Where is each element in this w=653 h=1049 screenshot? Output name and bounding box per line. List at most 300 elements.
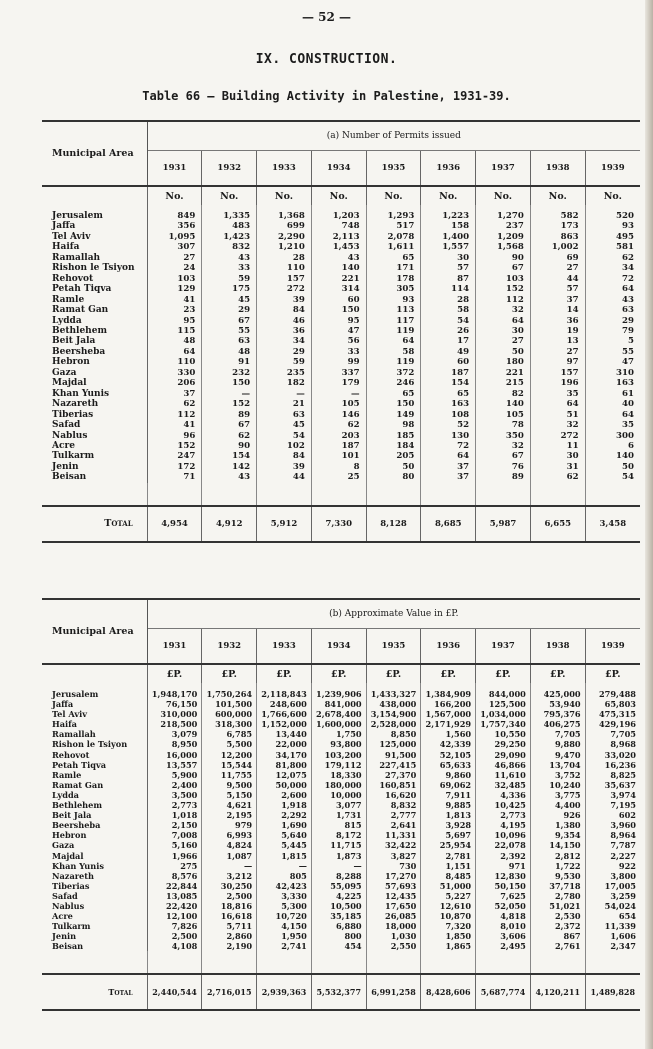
table-cell: 844,000 bbox=[476, 683, 531, 699]
table-cell: 45 bbox=[257, 420, 312, 430]
area-name: Nazareth bbox=[42, 871, 147, 881]
area-name: Beersheba bbox=[42, 347, 147, 357]
table-cell: 1,030 bbox=[366, 931, 421, 941]
table-cell: 454 bbox=[311, 941, 366, 951]
table-cell: 2,781 bbox=[421, 851, 476, 861]
table-row bbox=[42, 451, 640, 461]
table-cell: 1,557 bbox=[421, 242, 476, 252]
table-cell: 1,223 bbox=[421, 205, 476, 221]
year-header: 1933 bbox=[257, 151, 312, 187]
table-cell: 350 bbox=[476, 431, 531, 441]
table-cell: 1,203 bbox=[311, 205, 366, 221]
total-cell: 2,939,363 bbox=[257, 974, 312, 1010]
area-name: Bethlehem bbox=[42, 326, 147, 336]
table-cell: 42,339 bbox=[421, 739, 476, 749]
table-cell: 310,000 bbox=[147, 709, 202, 719]
table-cell: 13,085 bbox=[147, 891, 202, 901]
table-cell: 115 bbox=[147, 326, 202, 336]
table-cell: 495 bbox=[616, 231, 634, 242]
table-cell: 3,800 bbox=[610, 870, 636, 881]
table-cell: 237 bbox=[476, 221, 531, 231]
table-cell: 69,062 bbox=[421, 780, 476, 790]
table-cell: 154 bbox=[421, 378, 476, 388]
table-cell: 93 bbox=[622, 221, 634, 232]
table-cell: 247 bbox=[147, 451, 202, 461]
table-cell: 35 bbox=[530, 389, 585, 399]
table-cell: 3,827 bbox=[366, 851, 421, 861]
table-cell: 112 bbox=[147, 410, 202, 420]
table-cell: 2,641 bbox=[366, 820, 421, 830]
table-cell: 8,825 bbox=[610, 769, 636, 780]
table-cell: 1,600,000 bbox=[311, 719, 366, 729]
table-cell: 180 bbox=[476, 357, 531, 367]
total-cell: 7,330 bbox=[311, 506, 366, 542]
table-cell: 815 bbox=[311, 820, 366, 830]
table-cell: 98 bbox=[366, 420, 421, 430]
table-cell: 130 bbox=[421, 431, 476, 441]
table-cell: 1,270 bbox=[476, 205, 531, 221]
table-cell: 9,530 bbox=[530, 871, 585, 881]
unit-area-blank bbox=[42, 186, 147, 205]
area-name: Haifa bbox=[42, 242, 147, 252]
table-cell: 1,335 bbox=[202, 205, 257, 221]
table-cell: 205 bbox=[366, 451, 421, 461]
table-cell: 4,195 bbox=[476, 820, 531, 830]
table-cell: 221 bbox=[476, 368, 531, 378]
table-cell: 2,372 bbox=[530, 921, 585, 931]
table-cell: 150 bbox=[202, 378, 257, 388]
table-cell: 1,210 bbox=[257, 242, 312, 252]
table-cell: 3,752 bbox=[530, 770, 585, 780]
area-column-header: Municipal Area bbox=[42, 599, 147, 664]
table-cell: 59 bbox=[257, 357, 312, 367]
area-name: Ramallah bbox=[42, 253, 147, 263]
table-cell: 1,850 bbox=[421, 931, 476, 941]
table-cell: 158 bbox=[421, 221, 476, 231]
spacer-cell bbox=[311, 951, 366, 974]
table-cell: 50 bbox=[476, 347, 531, 357]
table-cell: 17 bbox=[421, 336, 476, 346]
table-row bbox=[42, 739, 640, 749]
area-column-header: Municipal Area bbox=[42, 121, 147, 186]
table-title: Table 66 — Building Activity in Palestine, 1931-39. bbox=[142, 89, 511, 103]
table-cell: 7,787 bbox=[610, 840, 636, 851]
total-cell: 2,440,544 bbox=[147, 974, 202, 1010]
table-cell: 2,227 bbox=[610, 850, 636, 861]
area-name: Acre bbox=[42, 911, 147, 921]
unit-label: No. bbox=[476, 186, 531, 205]
area-name: Majdal bbox=[42, 851, 147, 861]
table-cell: 119 bbox=[366, 357, 421, 367]
table-cell: 23 bbox=[147, 305, 202, 315]
table-cell: 19 bbox=[530, 326, 585, 336]
table-cell: 179,112 bbox=[311, 760, 366, 770]
table-cell: 157 bbox=[530, 368, 585, 378]
table-cell: 218,500 bbox=[147, 719, 202, 729]
table-cell: 152 bbox=[202, 399, 257, 409]
table-cell: 3,212 bbox=[202, 871, 257, 881]
table-cell: 926 bbox=[530, 810, 585, 820]
table-cell: 34,170 bbox=[257, 750, 312, 760]
table-cell: 22,078 bbox=[476, 840, 531, 850]
table-row bbox=[42, 253, 640, 263]
table-cell: 1,368 bbox=[257, 205, 312, 221]
spacer-cell bbox=[585, 483, 640, 506]
table-cell: 105 bbox=[476, 410, 531, 420]
table-cell: 44 bbox=[257, 472, 312, 482]
table-cell: 307 bbox=[147, 242, 202, 252]
year-header: 1932 bbox=[202, 629, 257, 665]
table-cell: 372 bbox=[366, 368, 421, 378]
table-cell: 129 bbox=[147, 284, 202, 294]
table-cell: 4,108 bbox=[147, 941, 202, 951]
table-cell: 600,000 bbox=[202, 709, 257, 719]
spacer-cell bbox=[476, 951, 531, 974]
table-cell: 50,000 bbox=[257, 780, 312, 790]
table-cell: 67 bbox=[202, 420, 257, 430]
table-cell: 33 bbox=[202, 263, 257, 273]
table-cell: 8,172 bbox=[311, 830, 366, 840]
area-name: Ramle bbox=[42, 295, 147, 305]
table-cell: 17,270 bbox=[366, 871, 421, 881]
table-cell: 28 bbox=[421, 295, 476, 305]
chapter-title: IX. CONSTRUCTION. bbox=[255, 52, 398, 67]
table-cell: 34 bbox=[622, 263, 634, 274]
year-header: 1939 bbox=[600, 163, 625, 173]
table-cell: 4,621 bbox=[202, 800, 257, 810]
table-cell: 17,650 bbox=[366, 901, 421, 911]
table-row bbox=[42, 295, 640, 305]
table-cell: 1,606 bbox=[610, 931, 636, 942]
year-header: 1931 bbox=[147, 629, 202, 665]
table-cell: 2,190 bbox=[202, 941, 257, 951]
table-cell: 67 bbox=[476, 263, 531, 273]
area-name: Safad bbox=[42, 891, 147, 901]
table-cell: 43 bbox=[202, 253, 257, 263]
page-edge bbox=[645, 0, 653, 1049]
spacer-cell bbox=[421, 951, 476, 974]
table-cell: 178 bbox=[366, 274, 421, 284]
total-cell: 5,987 bbox=[476, 506, 531, 542]
table-cell: 4,150 bbox=[257, 921, 312, 931]
table-cell: 51,021 bbox=[530, 901, 585, 911]
table-cell: 84 bbox=[257, 451, 312, 461]
table-cell: 57,693 bbox=[366, 881, 421, 891]
table-row bbox=[42, 357, 640, 367]
table-row bbox=[42, 316, 640, 326]
table-cell: 2,171,929 bbox=[421, 719, 476, 729]
table-cell: 57 bbox=[421, 263, 476, 273]
table-cell: 140 bbox=[311, 263, 366, 273]
table-cell: 39 bbox=[257, 462, 312, 472]
table-cell: 13,557 bbox=[147, 760, 202, 770]
table-cell: 11,610 bbox=[476, 770, 531, 780]
table-cell: 172 bbox=[147, 462, 202, 472]
permits-group-header: (a) Number of Permits issued bbox=[147, 121, 640, 151]
table-cell: 150 bbox=[366, 399, 421, 409]
table-cell: 1,423 bbox=[202, 232, 257, 242]
values-table bbox=[42, 598, 640, 1011]
total-cell: 8,685 bbox=[421, 506, 476, 542]
total-cell: 2,716,015 bbox=[202, 974, 257, 1010]
table-row bbox=[42, 911, 640, 921]
table-cell: 1,757,340 bbox=[476, 719, 531, 729]
table-cell: 40 bbox=[622, 399, 634, 410]
table-cell: 2,550 bbox=[366, 941, 421, 951]
table-cell: 62 bbox=[622, 252, 634, 263]
table-cell: 45 bbox=[202, 295, 257, 305]
table-row bbox=[42, 881, 640, 891]
year-header: 1937 bbox=[476, 151, 531, 187]
table-cell: 13,704 bbox=[530, 760, 585, 770]
table-row bbox=[42, 683, 640, 699]
table-cell: 48 bbox=[202, 347, 257, 357]
table-cell: 3,500 bbox=[147, 790, 202, 800]
table-row bbox=[42, 931, 640, 941]
year-header: 1934 bbox=[311, 629, 366, 665]
unit-area-blank bbox=[42, 664, 147, 683]
area-name: Khan Yunis bbox=[42, 861, 147, 871]
total-cell: 4,912 bbox=[202, 506, 257, 542]
area-name: Jenin bbox=[42, 931, 147, 941]
area-name: Khan Yunis bbox=[42, 389, 147, 399]
table-cell: 1,948,170 bbox=[147, 683, 202, 699]
table-row bbox=[42, 263, 640, 273]
total-cell: 5,912 bbox=[257, 506, 312, 542]
table-cell: 64 bbox=[476, 316, 531, 326]
table-cell: 863 bbox=[530, 232, 585, 242]
table-cell: 356 bbox=[147, 221, 202, 231]
table-cell: 12,100 bbox=[147, 911, 202, 921]
table-cell: 922 bbox=[618, 860, 636, 871]
table-cell: 146 bbox=[311, 410, 366, 420]
unit-label: No. bbox=[147, 186, 202, 205]
table-cell: 7,705 bbox=[610, 729, 636, 740]
table-cell: 57 bbox=[530, 284, 585, 294]
table-row bbox=[42, 326, 640, 336]
table-cell: 1,873 bbox=[311, 851, 366, 861]
table-cell: 30 bbox=[530, 451, 585, 461]
total-label: Total bbox=[42, 506, 147, 542]
table-cell: 125,000 bbox=[366, 739, 421, 749]
table-cell: 69 bbox=[530, 253, 585, 263]
table-cell: 33,020 bbox=[604, 749, 636, 760]
unit-label: No. bbox=[311, 186, 366, 205]
table-cell: 55 bbox=[202, 326, 257, 336]
unit-label: £P. bbox=[585, 664, 640, 683]
table-cell: 2,113 bbox=[311, 232, 366, 242]
table-cell: 27,370 bbox=[366, 770, 421, 780]
table-cell: 63 bbox=[202, 336, 257, 346]
table-cell: 10,720 bbox=[257, 911, 312, 921]
table-cell: 8 bbox=[311, 462, 366, 472]
table-cell: 2,078 bbox=[366, 232, 421, 242]
spacer-cell bbox=[202, 951, 257, 974]
table-cell: 196 bbox=[530, 378, 585, 388]
table-cell: 221 bbox=[311, 274, 366, 284]
area-name: Lydda bbox=[42, 316, 147, 326]
table-cell: 1,433,327 bbox=[366, 683, 421, 699]
table-cell: 2,530 bbox=[530, 911, 585, 921]
area-name: Beersheba bbox=[42, 820, 147, 830]
table-row bbox=[42, 472, 640, 482]
table-cell: 97 bbox=[530, 357, 585, 367]
table-cell: 2,600 bbox=[257, 790, 312, 800]
table-cell: 16,236 bbox=[604, 759, 636, 770]
table-cell: 2,292 bbox=[257, 810, 312, 820]
table-cell: 32 bbox=[476, 441, 531, 451]
table-cell: 5,300 bbox=[257, 901, 312, 911]
table-cell: 60 bbox=[421, 357, 476, 367]
table-cell: 37 bbox=[421, 472, 476, 482]
table-cell: 36 bbox=[530, 316, 585, 326]
table-cell: 33 bbox=[311, 347, 366, 357]
table-cell: 2,678,400 bbox=[311, 709, 366, 719]
table-cell: 11,331 bbox=[366, 830, 421, 840]
area-name: Rishon le Tsiyon bbox=[42, 263, 147, 273]
table-cell: 25,954 bbox=[421, 840, 476, 850]
table-row bbox=[42, 242, 640, 252]
year-header: 1936 bbox=[421, 151, 476, 187]
table-cell: 330 bbox=[147, 368, 202, 378]
table-cell: 72 bbox=[622, 273, 634, 284]
table-cell: 4,336 bbox=[476, 790, 531, 800]
table-row bbox=[42, 410, 640, 420]
area-name: Tiberias bbox=[42, 410, 147, 420]
table-cell: 305 bbox=[366, 284, 421, 294]
spacer-cell bbox=[421, 483, 476, 506]
table-cell: 91,500 bbox=[366, 750, 421, 760]
total-cell: 1,489,828 bbox=[585, 974, 640, 1010]
table-cell: — bbox=[202, 389, 257, 399]
table-cell: 5,160 bbox=[147, 840, 202, 850]
table-cell: 6,785 bbox=[202, 729, 257, 739]
table-cell: 184 bbox=[366, 441, 421, 451]
table-cell: 748 bbox=[311, 221, 366, 231]
table-cell: 10,500 bbox=[311, 901, 366, 911]
table-cell: 2,773 bbox=[476, 810, 531, 820]
table-cell: 34 bbox=[257, 336, 312, 346]
spacer-cell bbox=[147, 951, 202, 974]
table-cell: 26 bbox=[421, 326, 476, 336]
table-cell: — bbox=[257, 389, 312, 399]
table-cell: 12,200 bbox=[202, 750, 257, 760]
table-cell: 29 bbox=[622, 315, 634, 326]
total-row bbox=[42, 974, 640, 1010]
area-name: Beisan bbox=[42, 472, 147, 482]
area-name: Beit Jala bbox=[42, 336, 147, 346]
table-cell: 32,422 bbox=[366, 840, 421, 850]
table-cell: 82 bbox=[476, 389, 531, 399]
table-cell: 163 bbox=[421, 399, 476, 409]
table-cell: 171 bbox=[366, 263, 421, 273]
area-name: Rishon le Tsiyon bbox=[42, 739, 147, 749]
table-cell: 4,400 bbox=[530, 800, 585, 810]
table-cell: 108 bbox=[421, 410, 476, 420]
table-cell: 5,500 bbox=[202, 739, 257, 749]
table-cell: 1,380 bbox=[530, 820, 585, 830]
table-cell: 832 bbox=[202, 242, 257, 252]
table-row bbox=[42, 729, 640, 739]
table-cell: 8,968 bbox=[610, 739, 636, 750]
table-cell: 18,330 bbox=[311, 770, 366, 780]
spacer-cell bbox=[530, 483, 585, 506]
table-cell: 65 bbox=[366, 389, 421, 399]
table-cell: 4,824 bbox=[202, 840, 257, 850]
table-cell: 1,400 bbox=[421, 232, 476, 242]
table-cell: 110 bbox=[147, 357, 202, 367]
table-cell: 62 bbox=[202, 431, 257, 441]
table-cell: 300 bbox=[616, 430, 634, 441]
table-cell: 152 bbox=[147, 441, 202, 451]
table-cell: 279,488 bbox=[598, 689, 636, 699]
area-name: Beisan bbox=[42, 941, 147, 951]
year-header: 1935 bbox=[366, 629, 421, 665]
unit-label: £P. bbox=[257, 664, 312, 683]
table-cell: 60 bbox=[311, 295, 366, 305]
table-cell: 867 bbox=[530, 931, 585, 941]
table-cell: 26,085 bbox=[366, 911, 421, 921]
table-cell: 2,761 bbox=[530, 941, 585, 951]
table-cell: 10,425 bbox=[476, 800, 531, 810]
table-cell: 31 bbox=[530, 462, 585, 472]
table-cell: 7,625 bbox=[476, 891, 531, 901]
table-cell: 9,500 bbox=[202, 780, 257, 790]
table-cell: 18,000 bbox=[366, 921, 421, 931]
table-cell: 2,150 bbox=[147, 820, 202, 830]
year-header: 1937 bbox=[476, 629, 531, 665]
table-cell: 2,528,000 bbox=[366, 719, 421, 729]
table-cell: 187 bbox=[421, 368, 476, 378]
table-cell: 5,900 bbox=[147, 770, 202, 780]
table-cell: 61 bbox=[622, 388, 634, 399]
table-cell: 42,423 bbox=[257, 881, 312, 891]
area-name: Tiberias bbox=[42, 881, 147, 891]
table-cell: 166,200 bbox=[421, 699, 476, 709]
table-cell: 2,392 bbox=[476, 851, 531, 861]
total-row bbox=[42, 506, 640, 542]
table-cell: 64 bbox=[421, 451, 476, 461]
total-cell: 8,428,606 bbox=[421, 974, 476, 1010]
table-cell: 3,606 bbox=[476, 931, 531, 941]
table-cell: 21 bbox=[257, 399, 312, 409]
year-header: 1939 bbox=[600, 641, 625, 651]
table-row bbox=[42, 851, 640, 861]
table-cell: 7,320 bbox=[421, 921, 476, 931]
table-cell: 2,495 bbox=[476, 941, 531, 951]
area-name: Tel Aviv bbox=[42, 232, 147, 242]
table-row bbox=[42, 770, 640, 780]
table-cell: 5,640 bbox=[257, 830, 312, 840]
table-cell: 730 bbox=[366, 861, 421, 871]
table-cell: 150 bbox=[311, 305, 366, 315]
table-cell: 10,000 bbox=[311, 790, 366, 800]
table-cell: 206 bbox=[147, 378, 202, 388]
table-cell: 3,077 bbox=[311, 800, 366, 810]
table-cell: 30 bbox=[421, 253, 476, 263]
table-cell: 55 bbox=[622, 346, 634, 357]
spacer-cell bbox=[311, 483, 366, 506]
table-cell: 32 bbox=[476, 305, 531, 315]
table-cell: 4,818 bbox=[476, 911, 531, 921]
table-cell: 76,150 bbox=[147, 699, 202, 709]
total-cell: 8,128 bbox=[366, 506, 421, 542]
table-cell: — bbox=[257, 861, 312, 871]
table-cell: 3,154,900 bbox=[366, 709, 421, 719]
table-cell: 95 bbox=[311, 316, 366, 326]
table-cell: 157 bbox=[257, 274, 312, 284]
table-cell: 13 bbox=[530, 336, 585, 346]
